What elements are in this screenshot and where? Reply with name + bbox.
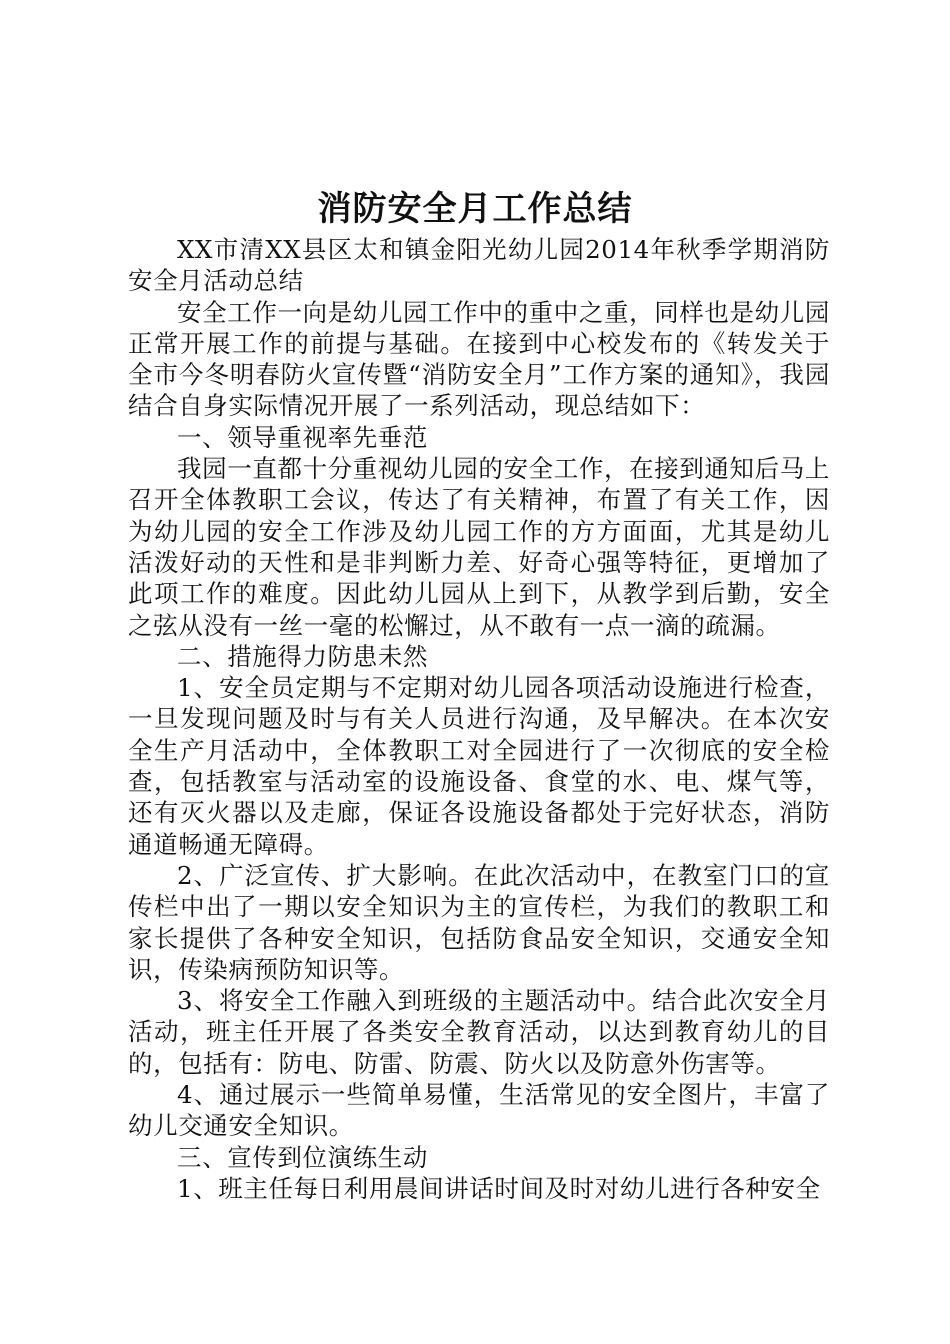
document-title: 消防安全月工作总结: [317, 189, 633, 229]
section-heading-1: 一、领导重视率先垂范: [177, 422, 428, 452]
section-heading-3: 三、宣传到位演练生动: [177, 1142, 428, 1172]
section-2-item-3: 3、将安全工作融入到班级的主题活动中。结合此次安全月活动，班主任开展了各类安全教育活动，以达到教育幼儿的目的，包括有：防电、防雷、防震、防火以及防意外伤害等。: [128, 986, 830, 1078]
subtitle-paragraph: XX市清XX县区太和镇金阳光幼儿园2014年秋季学期消防安全月活动总结: [128, 235, 830, 296]
section-heading-2: 二、措施得力防患未然: [177, 641, 428, 671]
intro-paragraph: 安全工作一向是幼儿园工作中的重中之重，同样也是幼儿园正常开展工作的前提与基础。在接到中心校发布的《转发关于全市今冬明春防火宣传暨“消防安全月”工作方案的通知》，我园结合自身实际情况开展了一系列活动，现总结如下：: [128, 297, 830, 421]
section-2-item-4: 4、通过展示一些简单易懂，生活常见的安全图片，丰富了幼儿交通安全知识。: [128, 1080, 830, 1141]
section-2-item-2: 2、广泛宣传、扩大影响。在此次活动中，在教室门口的宣传栏中出了一期以安全知识为主的宣传栏，为我们的教职工和家长提供了各种安全知识，包括防食品安全知识，交通安全知识，传染病预防知识等。: [128, 860, 830, 984]
document-body: [128, 234, 830, 1204]
section-2-item-1: 1、安全员定期与不定期对幼儿园各项活动设施进行检查，一旦发现问题及时与有关人员进行沟通，及早解决。在本次安全生产月活动中，全体教职工对全园进行了一次彻底的安全检查，包括教室与活动室的设施设备、食堂的水、电、煤气等，还有灭火器以及走廊，保证各设施设备都处于完好状态，消防通道畅通无障碍。: [128, 673, 830, 859]
section-3-item-1: 1、班主任每日利用晨间讲话时间及时对幼儿进行各种安全: [177, 1173, 821, 1203]
section-1-paragraph: 我园一直都十分重视幼儿园的安全工作，在接到通知后马上召开全体教职工会议，传达了有关精神，布置了有关工作，因为幼儿园的安全工作涉及幼儿园工作的方方面面，尤其是幼儿活泼好动的天性和是非判断力差、好奇心强等特征，更增加了此项工作的难度。因此幼儿园从上到下，从教学到后勤，安全之弦从没有一丝一毫的松懈过，从不敢有一点一滴的疏漏。: [128, 454, 830, 640]
